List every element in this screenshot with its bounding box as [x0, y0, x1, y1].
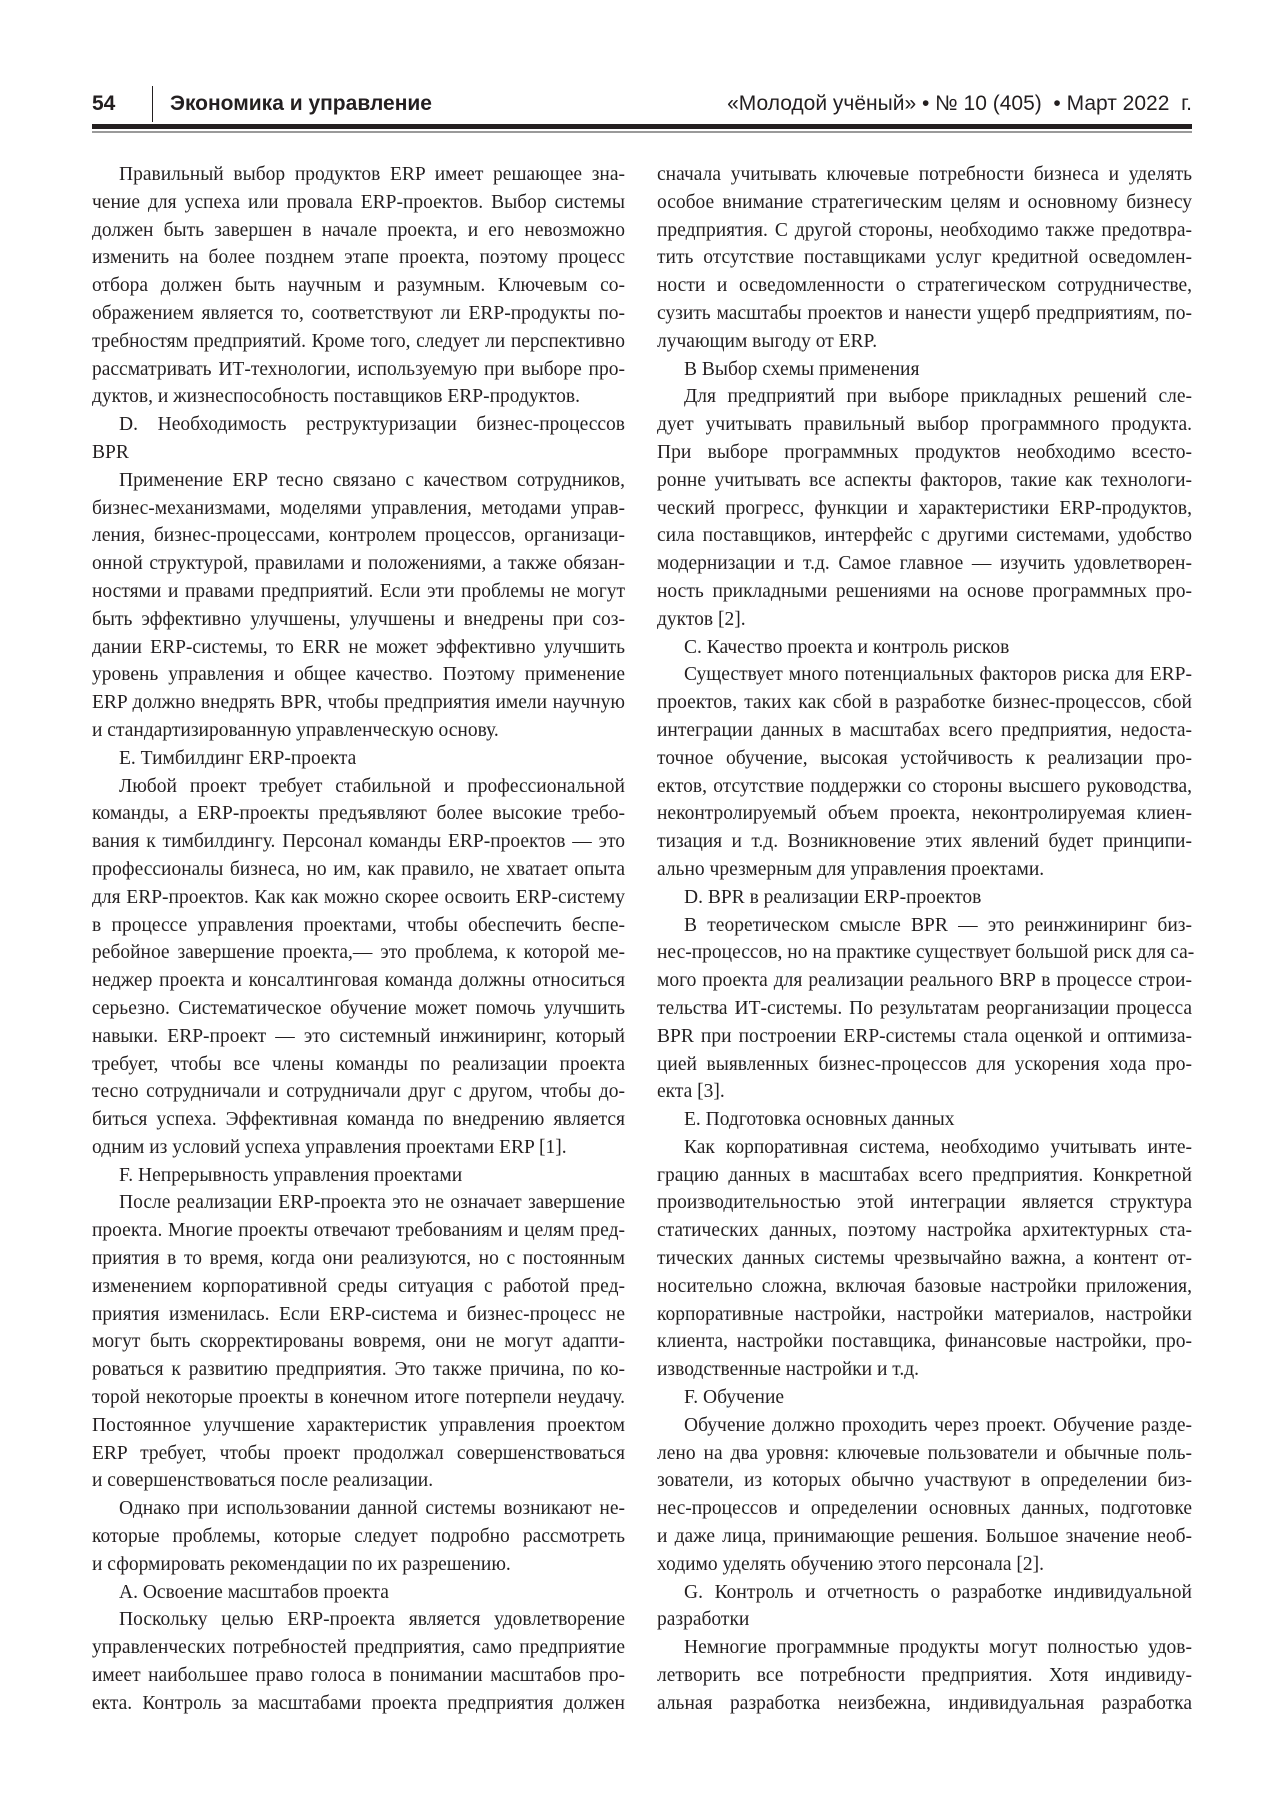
text-line: Однако при использовании данной системы возникают не- — [119, 1498, 625, 1520]
paragraph — [92, 745, 625, 773]
text-line: и совершенствоваться после реализации. — [92, 1470, 434, 1492]
paragraph — [657, 1579, 1192, 1635]
text-line: C. Качество проекта и контроль рисков — [684, 636, 1010, 658]
text-line: сначала учитывать ключевые потребности бизнеса и уделять — [657, 164, 1192, 185]
text-line: чение для успеха или провала ERP-проектов. Выбор системы — [92, 191, 625, 213]
text-line: и даже лица, принимающие решения. Большое значение необ- — [657, 1526, 1192, 1548]
text-line: навыки. ERP-проект — это системный инжиниринг, который — [92, 1025, 625, 1047]
text-line: которые проблемы, которые следует подробно рассмотреть — [92, 1526, 625, 1548]
text-line: тельства ИТ-системы. По результатам реорганизации процесса — [657, 997, 1192, 1019]
text-line: мого проекта для реализации реального BRP в процессе строи- — [657, 970, 1192, 992]
text-line: дании ERP-системы, то ERR не может эффективно улучшить — [92, 636, 625, 658]
text-line: лено на два уровня: ключевые пользователи и обычные поль- — [657, 1442, 1192, 1464]
text-line: тизация и т.д. Возникновение этих явлений будет принципи- — [657, 831, 1192, 853]
paragraph — [92, 467, 625, 745]
paragraph — [92, 1162, 625, 1190]
text-line: сузить масштабы проектов и нанести ущерб предприятиям, по- — [657, 302, 1192, 324]
journal-issue: «Молодой учёный» • № 10 (405) • Март 2022 г. — [727, 92, 1192, 115]
text-line: сила поставщиков, интерфейс с другими системами, удобство — [657, 525, 1192, 547]
text-line: неконтролируемый объем проекта, неконтролируемая клиен- — [657, 803, 1192, 825]
paragraph — [92, 1579, 625, 1607]
text-line: особое внимание стратегическим целям и основному бизнесу — [657, 191, 1192, 213]
text-line: E. Тимбилдинг ERP-проекта — [119, 747, 357, 769]
text-line: роваться к развитию предприятия. Это также причина, по ко- — [92, 1359, 625, 1381]
text-line: корпоративные настройки, настройки материалов, настройки — [657, 1303, 1192, 1325]
text-line: неджер проекта и консалтинговая команда должны относиться — [92, 970, 625, 992]
paragraph — [657, 884, 1192, 912]
text-line: ческий прогресс, функции и характеристики ERP-продуктов, — [657, 497, 1192, 519]
text-line: вания к тимбилдингу. Персонал команды ERP-проектов — это — [92, 831, 625, 853]
paragraph — [657, 1134, 1192, 1384]
text-line: Поскольку целью ERP-проекта является удовлетворение — [119, 1609, 625, 1631]
text-line: предприятия. С другой стороны, необходимо также предотвра- — [657, 219, 1192, 241]
text-line: производительностью этой интеграции является структура — [657, 1192, 1192, 1214]
text-line: зователи, из которых обычно участвуют в определении биз- — [657, 1470, 1192, 1492]
text-line: F. Непрерывность управления проектами — [119, 1164, 463, 1186]
paragraph — [657, 161, 1192, 356]
text-line: цией выявленных бизнес-процессов для ускорения хода про- — [657, 1053, 1192, 1075]
paragraph — [92, 1495, 625, 1578]
text-line: нес-процессов, но на практике существует большой риск для са- — [657, 942, 1195, 964]
header-rule-thick — [92, 124, 1192, 129]
paragraph — [92, 1189, 625, 1495]
paragraph — [657, 661, 1192, 883]
paragraph — [92, 161, 625, 411]
text-line: интеграции данных в масштабах всего предприятия, недоста- — [657, 719, 1192, 741]
text-line: ления, бизнес-процессами, контролем процессов, организаци- — [92, 525, 625, 547]
text-line: профессионалы бизнеса, но им, как правило, не хватает опыта — [92, 858, 625, 880]
page-number: 54 — [92, 92, 116, 115]
text-line: ность прикладными решениями на основе программных про- — [657, 580, 1192, 602]
text-line: ностями и правами предприятий. Если эти проблемы не могут — [92, 580, 625, 602]
section-title: Экономика и управление — [170, 92, 432, 115]
text-line: приятия в то время, когда они реализуются, но с постоянным — [92, 1248, 625, 1270]
text-line: дует учитывать правильный выбор программного продукта. — [657, 414, 1192, 436]
text-line: изводственные настройки и т.д. — [657, 1359, 920, 1381]
text-line: носительно сложна, включая базовые настройки приложения, — [657, 1275, 1192, 1297]
text-line: екта [3]. — [657, 1081, 725, 1103]
text-line: Немногие программные продукты могут полностью удов- — [684, 1637, 1192, 1659]
text-line: ности и осведомленности о стратегическом сотрудничестве, — [657, 275, 1192, 297]
text-line: дуктов [2]. — [657, 608, 746, 630]
text-line: быть эффективно улучшены, улучшены и внедрены при соз- — [92, 608, 625, 630]
text-line: для ERP-проектов. Как как можно скорее освоить ERP-систему — [92, 886, 625, 908]
paragraph — [657, 1412, 1192, 1579]
text-line: в процессе управления проектами, чтобы обеспечить беспе- — [92, 914, 625, 936]
text-line: Как корпоративная система, необходимо учитывать инте- — [684, 1136, 1192, 1158]
text-line: BPR при построении ERP-системы стала оценкой и оптимиза- — [657, 1025, 1192, 1047]
text-line: екта. Контроль за масштабами проекта предприятия должен — [92, 1692, 625, 1714]
text-line: тических данных системы чрезвычайно важна, а контент от- — [657, 1248, 1192, 1270]
text-line: тить отсутствие поставщиками услуг кредитной осведомлен- — [657, 247, 1192, 269]
text-line: требует, чтобы все члены команды по реализации проекта — [92, 1053, 625, 1075]
text-line: клиента, настройки поставщика, финансовые настройки, про- — [657, 1331, 1192, 1353]
text-line: и сформировать рекомендации по их разрешению. — [92, 1553, 511, 1575]
text-line: могут быть скорректированы вовремя, они не могут адапти- — [92, 1331, 625, 1353]
paragraph — [657, 356, 1192, 384]
text-line: приятия изменилась. Если ERP-система и бизнес-процесс не — [92, 1303, 625, 1325]
text-line: ально чрезмерным для управления проектами. — [657, 858, 1045, 880]
text-line: проектов, таких как сбой в разработке бизнес-процессов, сбой — [657, 692, 1192, 714]
text-line: BPR — [92, 441, 129, 463]
text-line: Постоянное улучшение характеристик управления проектом — [92, 1414, 625, 1436]
text-line: нес-процессов и определении основных данных, подготовке — [657, 1498, 1192, 1520]
text-line: отбора должен быть научным и разумным. Ключевым со- — [92, 275, 625, 297]
text-line: Обучение должно проходить через проект. Обучение разде- — [684, 1414, 1192, 1436]
text-line: уровень управления и общее качество. Поэтому применение — [92, 664, 625, 686]
text-line: альная разработка неизбежна, индивидуальная разработка — [657, 1692, 1192, 1714]
text-line: Любой проект требует стабильной и профессиональной — [119, 775, 625, 797]
text-line: изменить на более позднем этапе проекта, поэтому процесс — [92, 247, 625, 269]
text-line: тесно сотрудничали и сотрудничали друг с другом, чтобы до- — [92, 1081, 625, 1103]
text-line: онной структурой, правилами и положениями, а также обязан- — [92, 553, 625, 575]
text-line: ERP должно внедрять BPR, чтобы предприятия имели научную — [92, 692, 625, 714]
text-line: A. Освоение масштабов проекта — [119, 1581, 389, 1603]
text-line: изменением корпоративной среды ситуация с работой пред- — [92, 1275, 625, 1297]
paragraph — [657, 634, 1192, 662]
text-line: E. Подготовка основных данных — [684, 1109, 955, 1131]
text-line: должен быть завершен в начале проекта, и его невозможно — [92, 219, 625, 241]
paragraph — [657, 383, 1192, 633]
paragraph — [657, 1106, 1192, 1134]
text-line: статических данных, поэтому настройка архитектурных ста- — [657, 1220, 1192, 1242]
text-line: ходимо уделять обучению этого персонала [2]. — [657, 1553, 1044, 1575]
text-line: ребойное завершение проекта,— это проблема, к которой ме- — [92, 942, 625, 964]
text-line: требностям предприятий. Кроме того, следует ли перспективно — [92, 330, 625, 352]
text-line: G. Контроль и отчетность о разработке индивидуальной — [684, 1581, 1192, 1603]
text-line: бизнес-механизмами, моделями управления, методами управ- — [92, 497, 625, 519]
text-line: D. BPR в реализации ERP-проектов — [684, 886, 982, 908]
text-line: ERP требует, чтобы проект продолжал совершенствоваться — [92, 1442, 625, 1464]
text-line: проекта. Многие проекты отвечают требованиям и целям пред- — [92, 1220, 625, 1242]
text-line: ображением является то, соответствуют ли ERP-продукты по- — [92, 302, 625, 324]
text-line: Правильный выбор продуктов ERP имеет решающее зна- — [119, 164, 625, 185]
text-line: серьезно. Систематическое обучение может помочь улучшить — [92, 997, 625, 1019]
paragraph — [92, 1606, 625, 1717]
text-line: грацию данных в масштабах всего предприятия. Конкретной — [657, 1164, 1192, 1186]
text-line: команды, а ERP-проекты предъявляют более высокие требо- — [92, 803, 625, 825]
text-line: имеет наибольшее право голоса в понимании масштабов про- — [92, 1665, 625, 1687]
text-line: D. Необходимость реструктуризации бизнес-процессов — [119, 414, 625, 436]
text-line: Применение ERP тесно связано с качеством сотрудников, — [119, 469, 625, 491]
text-line: ронне учитывать все аспекты факторов, такие как технологи- — [657, 469, 1192, 491]
right-column — [657, 161, 1195, 1718]
left-column — [92, 161, 625, 1718]
text-line: дуктов, и жизнеспособность поставщиков ERP-продуктов. — [92, 386, 580, 408]
text-line: В Выбор схемы применения — [684, 358, 920, 380]
text-line: летворить все потребности предприятия. Хотя индивиду- — [657, 1665, 1192, 1687]
text-line: F. Обучение — [684, 1387, 785, 1409]
text-line: модернизации и т.д. Самое главное — изучить удовлетворен- — [657, 553, 1192, 575]
text-line: рассматривать ИТ-технологии, используемую при выборе про- — [92, 358, 625, 380]
paragraph — [657, 1634, 1192, 1717]
text-line: Существует много потенциальных факторов риска для ERP- — [684, 664, 1192, 686]
text-line: При выборе программных продуктов необходимо всесто- — [657, 441, 1192, 463]
text-line: После реализации ERP-проекта это не означает завершение — [119, 1192, 625, 1214]
paragraph — [92, 411, 625, 467]
text-line: биться успеха. Эффективная команда по внедрению является — [92, 1109, 625, 1131]
text-line: и стандартизированную управленческую основу. — [92, 719, 499, 741]
text-line: одним из условий успеха управления проектами ERP [1]. — [92, 1136, 567, 1158]
header-divider — [152, 86, 153, 122]
text-line: управленческих потребностей предприятия, само предприятие — [92, 1637, 625, 1659]
text-line: точное обучение, высокая устойчивость к реализации про- — [657, 747, 1192, 769]
header-rule-thin — [92, 131, 1192, 133]
paragraph — [657, 1384, 1192, 1412]
text-line: ектов, отсутствие поддержки со стороны высшего руководства, — [657, 775, 1192, 797]
text-line: разработки — [657, 1609, 750, 1631]
text-line: торой некоторые проекты в конечном итоге потерпели неудачу. — [92, 1387, 625, 1409]
paragraph — [92, 773, 625, 1162]
text-line: лучающим выгоду от ERP. — [657, 330, 878, 352]
paragraph — [657, 912, 1195, 1107]
text-line: В теоретическом смысле BPR — это реинжиниринг биз- — [684, 914, 1192, 936]
text-line: Для предприятий при выборе прикладных решений сле- — [684, 386, 1192, 408]
